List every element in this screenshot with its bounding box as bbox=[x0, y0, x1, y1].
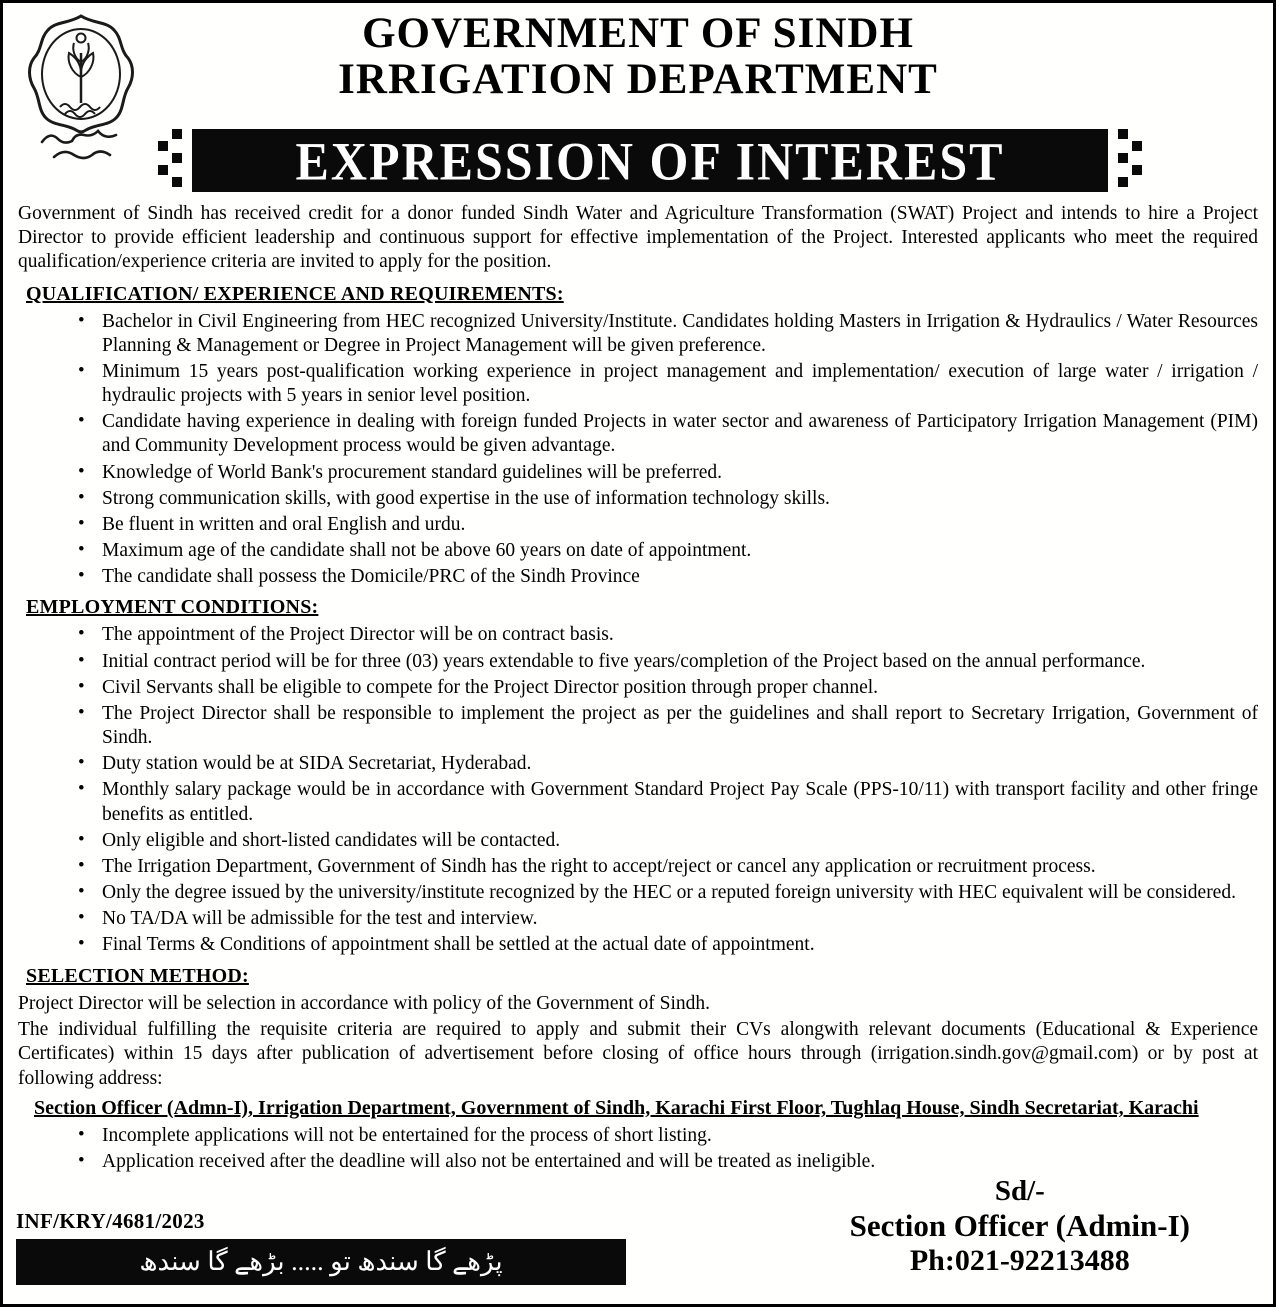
title-government-of-sindh: GOVERNMENT OF SINDH bbox=[362, 10, 914, 57]
banner-expression-of-interest bbox=[192, 129, 1108, 192]
list-item: • Civil Servants shall be eligible to compete for the Project Director position through proper channel. bbox=[72, 676, 1258, 700]
list-item: • The candidate shall possess the Domicile/PRC of the Sindh Province bbox=[72, 565, 1258, 589]
selection-bullet-list bbox=[72, 1124, 1258, 1174]
list-item: • Only eligible and short-listed candidates will be contacted. bbox=[72, 829, 1258, 853]
list-item: • Monthly salary package would be in accordance with Government Standard Project Pay Scale (PPS-10/11) with transport facility and other fringe benefits as entitled. bbox=[72, 778, 1258, 826]
signature-sd: Sd/- bbox=[994, 1175, 1045, 1208]
list-item: • The Project Director shall be responsible to implement the project as per the guidelines and shall report to Secretary Irrigation, Government of Sindh. bbox=[72, 702, 1258, 750]
submission-address: Section Officer (Admn-I), Irrigation Department, Government of Sindh, Karachi First Floor, Tughlaq House, Sindh Secretariat, Karachi bbox=[34, 1097, 1199, 1120]
urdu-slogan-banner bbox=[16, 1239, 626, 1285]
advertisement-reference-number: INF/KRY/4681/2023 bbox=[16, 1208, 205, 1233]
header bbox=[16, 11, 1260, 119]
selection-paragraph-2: The individual fulfilling the requisite criteria are required to apply and submit their CVs alongwith relevant documents (Educational & Experience Certificates) within 15 days after publication of advertisement before closing of office hours through (irrigation.sindh.gov@gmail.com) or by post at following address: bbox=[18, 1019, 1258, 1089]
section-title-selection: SELECTION METHOD: bbox=[26, 964, 249, 987]
list-item: • Initial contract period will be for three (03) years extendable to five years/completion of the Project based on the annual performance. bbox=[72, 650, 1258, 674]
list-item: • Knowledge of World Bank's procurement standard guidelines will be preferred. bbox=[72, 461, 1258, 485]
qualification-bullet-list bbox=[72, 310, 1258, 590]
signature-block bbox=[850, 1176, 1260, 1284]
banner-ornament-right-icon bbox=[1116, 129, 1142, 192]
contact-phone: Ph:021-92213488 bbox=[909, 1244, 1130, 1278]
urdu-slogan-text: پڑھے گا سندھ تو ..... بڑھے گا سندھ bbox=[139, 1246, 503, 1276]
signatory-title: Section Officer (Admin-I) bbox=[849, 1208, 1190, 1244]
banner-ornament-left-icon bbox=[158, 129, 184, 192]
footer bbox=[16, 1176, 1260, 1284]
section-title-employment: EMPLOYMENT CONDITIONS: bbox=[26, 596, 319, 619]
list-item: • No TA/DA will be admissible for the test and interview. bbox=[72, 907, 1258, 931]
footer-left bbox=[16, 1207, 626, 1285]
intro-paragraph: Government of Sindh has received credit for a donor funded Sindh Water and Agriculture Transformation (SWAT) Project and intends to hire a Project Director to provide efficient leadership and continuous support for effective implementation of the Project. Interested applicants who meet the required qualification/experience criteria are invited to apply for the position. bbox=[18, 203, 1258, 273]
banner-text: EXPRESSION OF INTEREST bbox=[295, 130, 1005, 191]
list-item: • The Irrigation Department, Government of Sindh has the right to accept/reject or cancel any application or recruitment process. bbox=[72, 855, 1258, 879]
selection-paragraph-1: Project Director will be selection in accordance with policy of the Government of Sindh. bbox=[18, 992, 711, 1014]
list-item: • Duty station would be at SIDA Secretariat, Hyderabad. bbox=[72, 752, 1258, 776]
section-title-qualification: QUALIFICATION/ EXPERIENCE AND REQUIREMENTS: bbox=[26, 282, 564, 305]
list-item: • Minimum 15 years post-qualification working experience in project management and implementation/ execution of large water / irrigation / hydraulic projects with 5 years in senior level position. bbox=[72, 360, 1258, 408]
title-irrigation-department: IRRIGATION DEPARTMENT bbox=[338, 56, 938, 104]
government-of-sindh-emblem-icon bbox=[22, 13, 140, 165]
list-item: • Be fluent in written and oral English and urdu. bbox=[72, 513, 1258, 537]
list-item: • Candidate having experience in dealing with foreign funded Projects in water sector and awareness of Participatory Irrigation Management (PIM) and Community Development process would be given advantage. bbox=[72, 410, 1258, 458]
list-item: • Maximum age of the candidate shall not be above 60 years on date of appointment. bbox=[72, 539, 1258, 563]
list-item: • Strong communication skills, with good expertise in the use of information technology skills. bbox=[72, 487, 1258, 511]
list-item: • Only the degree issued by the university/institute recognized by the HEC or a reputed foreign university with HEC equivalent will be considered. bbox=[72, 881, 1258, 905]
list-item: • Final Terms & Conditions of appointment shall be settled at the actual date of appointment. bbox=[72, 933, 1258, 957]
list-item: • Incomplete applications will not be entertained for the process of short listing. bbox=[72, 1124, 1258, 1148]
banner-row bbox=[158, 129, 1142, 192]
list-item: • Bachelor in Civil Engineering from HEC recognized University/Institute. Candidates holding Masters in Irrigation & Hydraulics / Water Resources Planning & Management or Degree in Project Management will be given preference. bbox=[72, 310, 1258, 358]
list-item: • Application received after the deadline will also not be entertained and will be treated as ineligible. bbox=[72, 1150, 1258, 1174]
list-item: • The appointment of the Project Director will be on contract basis. bbox=[72, 623, 1258, 647]
employment-bullet-list bbox=[72, 623, 1258, 957]
